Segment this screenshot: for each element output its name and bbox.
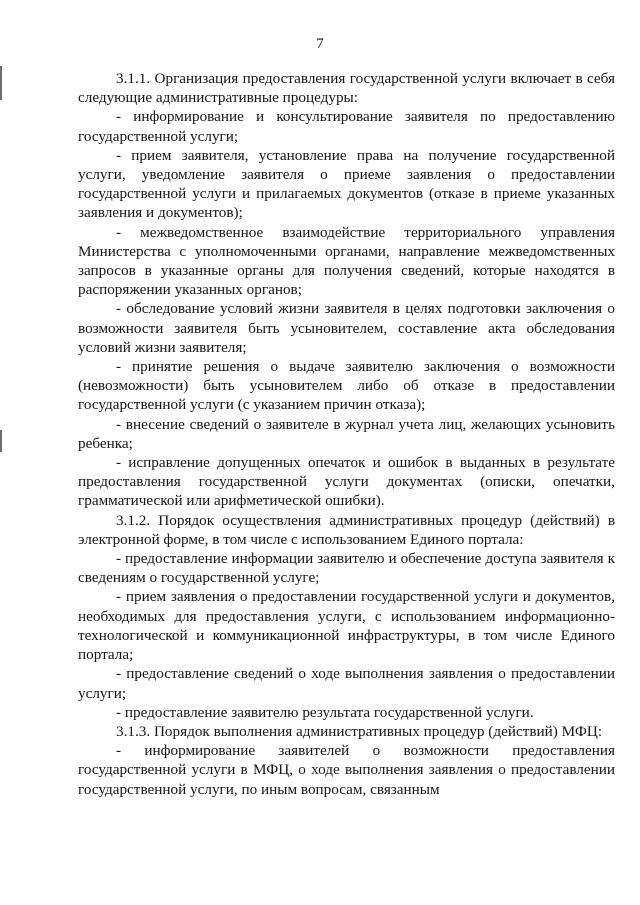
list-item: - предоставление информации заявителю и обеспечение доступа заявителя к сведениям о государственной услуге; bbox=[78, 550, 615, 587]
list-item: - исправление допущенных опечаток и ошибок в выданных в результате предоставления государственной услуги документах (описки, опечатки, грамматической или арифметической ошибки). bbox=[78, 454, 615, 510]
list-item: - внесение сведений о заявителе в журнал учета лиц, желающих усыновить ребенка; bbox=[78, 415, 615, 452]
list-item: - прием заявления о предоставлении государственной услуги и документов, необходимых для предоставления услуги, с использованием информационно-технологической и коммуникационной инфраструктуры, в том числе Единого портала; bbox=[78, 588, 615, 664]
paragraph: 3.1.2. Порядок осуществления административных процедур (действий) в электронной форме, в том числе с использованием Единого портала: bbox=[78, 511, 615, 548]
list-item: - прием заявителя, установление права на получение государственной услуги, уведомление заявителя о приеме заявления о предоставлении государственной услуги и прилагаемых документов (отказе в приеме указанных заявления и документов); bbox=[78, 146, 615, 222]
page-number: 7 bbox=[316, 36, 324, 52]
scan-edge-mark bbox=[0, 430, 2, 452]
paragraph: 3.1.3. Порядок выполнения административных процедур (действий) МФЦ: bbox=[116, 722, 603, 740]
document-body bbox=[78, 69, 615, 799]
list-item: - обследование условий жизни заявителя в целях подготовки заключения о возможности заявителя быть усыновителем, составление акта обследования условий жизни заявителя; bbox=[78, 300, 615, 356]
paragraph: 3.1.1. Организация предоставления государственной услуги включает в себя следующие административные процедуры: bbox=[78, 70, 615, 107]
list-item: - информирование и консультирование заявителя по предоставлению государственной услуги; bbox=[78, 108, 615, 145]
list-item: - межведомственное взаимодействие территориального управления Министерства с уполномоченными органами, направление межведомственных запросов в указанные органы для получения сведений, которые находятся в распоряжении указанных органов; bbox=[78, 223, 615, 299]
list-item: - предоставление сведений о ходе выполнения заявления о предоставлении услуги; bbox=[78, 665, 615, 702]
list-item: - предоставление заявителю результата государственной услуги. bbox=[116, 703, 534, 721]
scan-edge-mark bbox=[0, 66, 2, 100]
list-item: - информирование заявителей о возможности предоставления государственной услуги в МФЦ, о ходе выполнения заявления о предоставлении государственной услуги, по иным вопросам, связанным bbox=[78, 742, 615, 798]
list-item: - принятие решения о выдаче заявителю заключения о возможности (невозможности) быть усыновителем либо об отказе в предоставлении государственной услуги (с указанием причин отказа); bbox=[78, 358, 615, 414]
